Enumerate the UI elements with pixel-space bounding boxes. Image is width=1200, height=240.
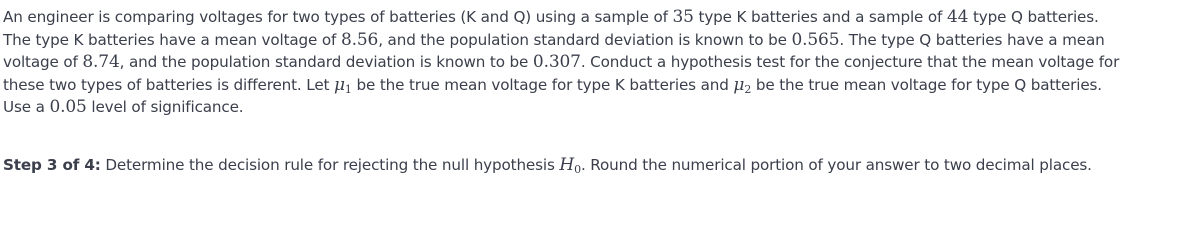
step-instruction <box>3 154 1197 176</box>
step-text: . Round the numerical portion of your answer to two decimal places. <box>580 156 1092 174</box>
mu-subscript: 1 <box>344 82 352 96</box>
mu-letter: μ <box>334 74 345 95</box>
mean-voltage-q: 8.74 <box>82 52 120 73</box>
text-segment: Use a <box>3 98 50 117</box>
problem-line-5 <box>3 96 1197 119</box>
h-letter: H <box>559 155 575 175</box>
text-segment: . The type Q batteries have a mean <box>839 30 1105 49</box>
text-segment: be the true mean voltage for type Q batteries. <box>751 75 1102 94</box>
problem-statement <box>3 6 1197 119</box>
text-segment: level of significance. <box>86 98 244 117</box>
text-segment: type K batteries and a sample of <box>693 8 947 26</box>
significance-level: 0.05 <box>49 97 87 118</box>
null-hypothesis-symbol <box>559 155 581 175</box>
std-dev-k: 0.565 <box>791 29 840 50</box>
h-subscript: 0 <box>574 163 581 176</box>
text-segment: type Q batteries. <box>968 8 1099 26</box>
step-text: Determine the decision rule for rejecting the null hypothesis <box>100 156 560 174</box>
problem-line-4 <box>3 74 1197 97</box>
sample-size-q: 44 <box>946 7 969 27</box>
text-segment: An engineer is comparing voltages for two types of batteries (K and Q) using a sample of <box>3 8 673 26</box>
text-segment: these two types of batteries is different. Let <box>3 75 335 94</box>
text-segment: , and the population standard deviation is known to be <box>378 30 792 49</box>
problem-line-2 <box>3 29 1197 52</box>
text-segment: voltage of <box>3 53 83 72</box>
mu2-symbol <box>733 75 751 95</box>
mu1-symbol <box>334 75 352 95</box>
text-segment: be the true mean voltage for type K batteries and <box>351 75 734 94</box>
sample-size-k: 35 <box>672 7 694 27</box>
problem-line-1 <box>3 6 1197 29</box>
text-segment: The type K batteries have a mean voltage of <box>3 30 341 49</box>
mu-letter: μ <box>733 74 745 95</box>
text-segment: . Conduct a hypothesis test for the conjecture that the mean voltage for <box>580 53 1120 72</box>
step-label: Step 3 of 4: <box>3 156 101 174</box>
problem-line-3 <box>3 51 1197 74</box>
std-dev-q: 0.307 <box>532 52 581 73</box>
mean-voltage-k: 8.56 <box>340 29 379 50</box>
mu-subscript: 2 <box>744 82 752 96</box>
text-segment: , and the population standard deviation is known to be <box>119 53 533 72</box>
